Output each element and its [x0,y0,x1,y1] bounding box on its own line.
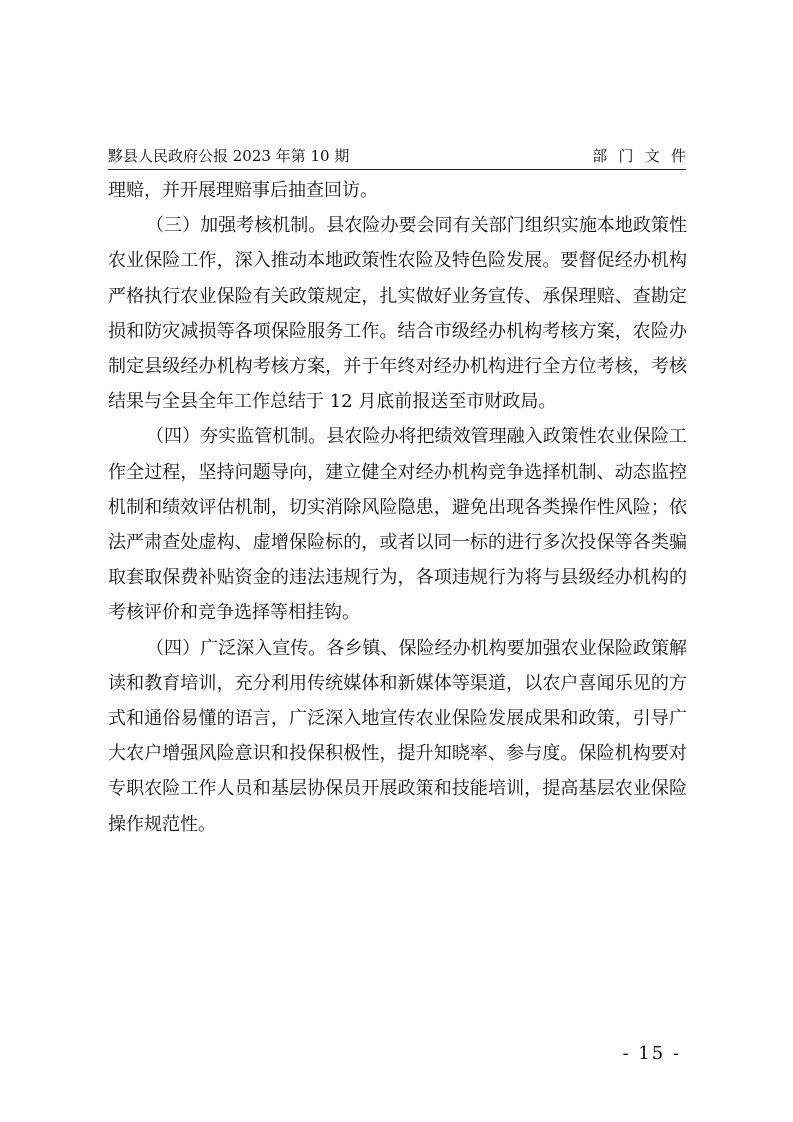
paragraph-text: 县农险办将把绩效管理融入政策性农业保险工作全过程，坚持问题导向，建立健全对经办机构竞争选择机制、动态监控机制和绩效评估机制，切实消除风险隐患，避免出现各类操作性风险；依法严肃查处虚构、虚增保险标的，或者以同一标的进行多次投保等各类骗取套取保费补贴资金的违法违规行为，各项违规行为将与县级经办机构的考核评价和竞争选择等相挂钩。 [108,426,687,624]
section-label: 部门文件 [592,147,698,165]
publication-title: 黟县人民政府公报 2023 年第 10 期 [108,147,350,165]
paragraph-heading: （三）加强考核机制。 [146,215,327,237]
paragraph-heading: （四）广泛深入宣传。 [146,637,327,659]
paragraph-heading: （四）夯实监管机制。 [146,426,327,448]
document-body [108,173,687,842]
paragraph-continuation [108,173,687,208]
page-number: - 15 - [622,1043,681,1064]
page-header [108,143,698,170]
paragraph-text: 县农险办要会同有关部门组织实施本地政策性农业保险工作，深入推动本地政策性农险及特色险发展。要督促经办机构严格执行农业保险有关政策规定，扎实做好业务宣传、承保理赔、查勘定损和防灾减损等各项保险服务工作。结合市级经办机构考核方案，农险办制定县级经办机构考核方案，并于年终对经办机构进行全方位考核，考核结果与全县全年工作总结于 12 月底前报送至市财政局。 [108,215,687,413]
paragraph-assessment [108,208,687,419]
paragraph-text: 各乡镇、保险经办机构要加强农业保险政策解读和教育培训，充分利用传统媒体和新媒体等渠道，以农户喜闻乐见的方式和通俗易懂的语言，广泛深入地宣传农业保险发展成果和政策，引导广大农户增强风险意识和投保积极性，提升知晓率、参与度。保险机构要对专职农险工作人员和基层协保员开展政策和技能培训，提高基层农业保险操作规范性。 [108,637,687,835]
paragraph-supervision [108,419,687,630]
paragraph-text: 理赔，并开展理赔事后抽查回访。 [108,180,378,201]
paragraph-publicity [108,631,687,842]
